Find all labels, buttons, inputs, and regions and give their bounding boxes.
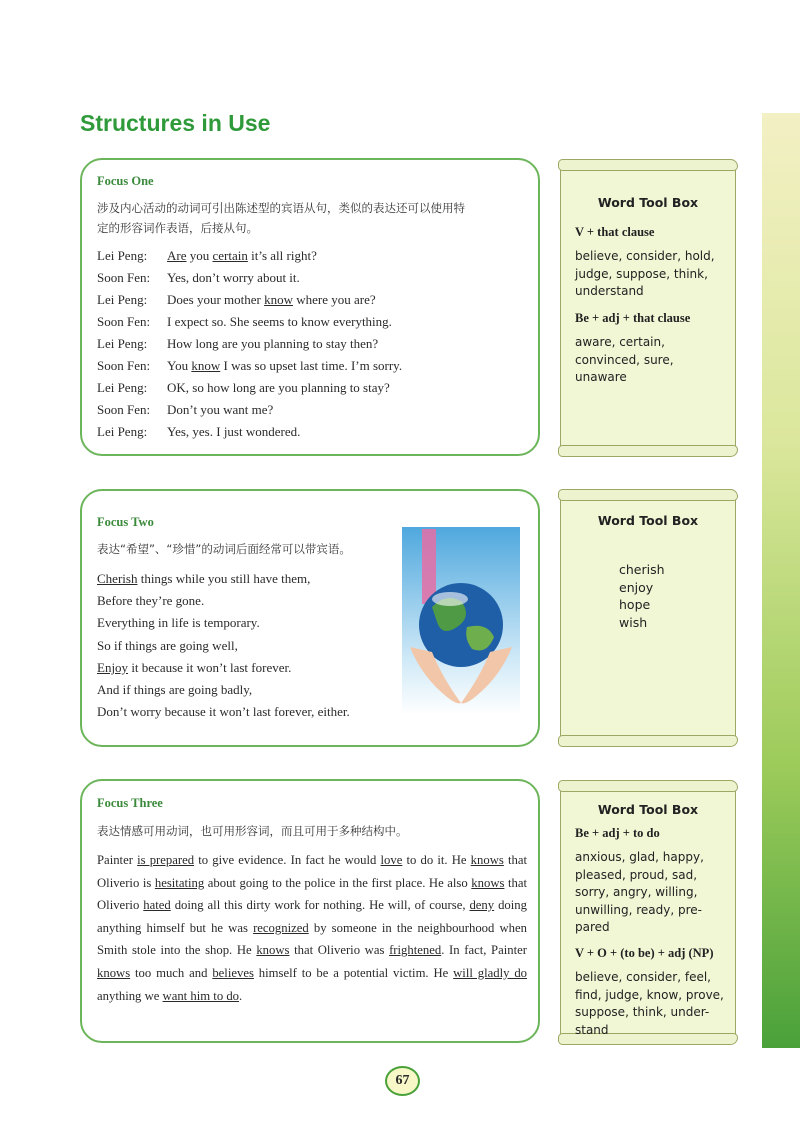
- word-list: aware, certain, convinced, sure, unaware: [575, 335, 674, 384]
- text-run: by someone in the neighbourhood when Smith stole into the shop. He: [97, 920, 527, 958]
- structure-v-o-to-be-adj: V + O + (to be) + adj (NP): [575, 946, 714, 960]
- text-run: I expect so. She seems to know everything.: [167, 314, 392, 329]
- poem-line: [97, 704, 350, 720]
- word-tool-box-title: Word Tool Box: [597, 195, 699, 210]
- text-run: Don’t you want me?: [167, 402, 274, 417]
- speaker-name: Soon Fen:: [97, 270, 151, 285]
- word-tool-box-3: [560, 785, 736, 1040]
- poem-line: [97, 571, 310, 587]
- underlined-word: will gladly do: [453, 965, 528, 980]
- underlined-word: is prepared: [137, 853, 195, 867]
- speaker-name: Soon Fen:: [97, 402, 151, 417]
- focus-one-box: [80, 158, 540, 456]
- dialogue-line: [97, 270, 300, 286]
- speaker-name: Lei Peng:: [97, 380, 148, 395]
- word-list-item: enjoy: [619, 579, 654, 595]
- word-list: believe, consider, hold, judge, suppose, think, understand: [575, 249, 715, 298]
- text-run: Yes, yes. I just wondered.: [167, 424, 301, 439]
- text-run: himself to be a potential victim. He: [253, 965, 454, 980]
- scroll-roll-top: [558, 780, 738, 792]
- text-run: Yes, don’t worry about it.: [167, 270, 300, 285]
- focus-two-box: [80, 489, 540, 747]
- scroll-roll-bottom: [558, 445, 738, 457]
- scroll-roll-bottom: [558, 735, 738, 747]
- focus-one-instruction-line-1: 涉及内心活动的动词可引出陈述型的宾语从句，类似的表达还可以使用特: [97, 201, 465, 215]
- word-list-item: wish: [619, 614, 648, 630]
- word-list: believe, consider, feel, find, judge, know, prove, suppose, think, under-stand: [575, 970, 724, 1037]
- poem-line: [97, 660, 291, 676]
- speaker-name: Lei Peng:: [97, 248, 148, 263]
- text-run: that Oliverio: [97, 875, 528, 913]
- page-title: Structures in Use: [80, 110, 271, 136]
- text-run: Painter: [97, 853, 138, 867]
- text-run: How long are you planning to stay then?: [167, 336, 379, 351]
- dialogue-line: [97, 402, 273, 418]
- underlined-word: want him to do: [162, 988, 240, 1003]
- word-tool-box-title: Word Tool Box: [597, 513, 699, 528]
- underlined-word: know: [264, 292, 294, 307]
- underlined-word: knows: [97, 965, 131, 980]
- speaker-name: Soon Fen:: [97, 358, 151, 373]
- focus-one-label: Focus One: [97, 174, 154, 188]
- underlined-word: certain: [212, 248, 248, 263]
- text-run: that Oliverio is: [97, 853, 527, 890]
- underlined-word: Enjoy: [97, 659, 129, 675]
- poem-line: [97, 682, 252, 698]
- word-tool-box-2: [560, 494, 736, 742]
- focus-three-paragraph: [97, 849, 527, 1007]
- speaker-name: Soon Fen:: [97, 314, 151, 329]
- text-run: I was so upset last time. I’m sorry.: [220, 358, 403, 373]
- focus-one-instruction-line-2: 定的形容词作表语，后接从句。: [97, 221, 258, 235]
- speaker-name: Lei Peng:: [97, 336, 148, 351]
- word-list: [619, 561, 665, 631]
- text-run: . In fact, Painter: [441, 943, 527, 958]
- poem-line: [97, 615, 260, 631]
- dialogue-line: [97, 358, 402, 374]
- underlined-word: recognized: [253, 920, 309, 935]
- underlined-word: knows: [471, 875, 505, 890]
- text-run: you: [186, 248, 213, 263]
- dialogue-line: [97, 292, 376, 308]
- underlined-word: deny: [469, 898, 495, 913]
- poem-line: [97, 638, 238, 654]
- focus-two-label: Focus Two: [97, 515, 154, 529]
- text-run: Before they’re gone.: [97, 593, 205, 609]
- earth-in-hands-photo: [402, 527, 520, 715]
- focus-three-label: Focus Three: [97, 796, 163, 810]
- text-run: You: [167, 358, 192, 373]
- text-run: doing all this dirty work for nothing. He will, of course,: [170, 898, 470, 913]
- poem-line: [97, 593, 204, 609]
- text-run: Does your mother: [167, 292, 265, 307]
- text-run: things while you still have them,: [137, 571, 311, 586]
- word-list-item: cherish: [619, 562, 665, 577]
- underlined-word: know: [191, 358, 221, 373]
- text-run: about going to the police in the first place. He also: [204, 875, 472, 890]
- focus-three-box: [80, 779, 540, 1043]
- dialogue-line: [97, 380, 390, 396]
- scroll-roll-top: [558, 159, 738, 171]
- underlined-word: hated: [143, 898, 171, 913]
- word-list-item: hope: [619, 597, 651, 612]
- text-run: that Oliverio was: [289, 943, 390, 958]
- underlined-word: believes: [212, 965, 254, 980]
- text-run: OK, so how long are you planning to stay?: [167, 380, 390, 395]
- word-tool-box-title: Word Tool Box: [597, 802, 699, 817]
- underlined-word: love: [380, 853, 403, 867]
- text-run: And if things are going badly,: [97, 682, 253, 697]
- underlined-word: frightened: [389, 943, 442, 958]
- text-run: to give evidence. In fact he would: [194, 853, 381, 867]
- underlined-word: Cherish: [97, 571, 138, 586]
- text-run: where you are?: [293, 292, 376, 307]
- text-run: doing anything himself but he was: [97, 898, 527, 935]
- earth-hands-illustration: [402, 527, 520, 715]
- side-color-strip: [762, 113, 800, 1048]
- text-run: it’s all right?: [247, 248, 317, 263]
- scroll-roll-top: [558, 489, 738, 501]
- page-number: 67: [385, 1066, 420, 1096]
- speaker-name: Lei Peng:: [97, 424, 148, 439]
- text-run: Everything in life is temporary.: [97, 615, 260, 631]
- structure-be-adj-to-do: Be + adj + to do: [575, 826, 660, 840]
- underlined-word: knows: [256, 943, 290, 958]
- speaker-name: Lei Peng:: [97, 292, 148, 307]
- text-run: too much and: [130, 965, 213, 980]
- text-run: it because it won’t last forever.: [128, 659, 292, 675]
- text-run: So if things are going well,: [97, 637, 238, 653]
- dialogue-line: [97, 424, 300, 440]
- underlined-word: Are: [167, 248, 187, 263]
- text-run: .: [239, 988, 243, 1003]
- structure-be-adj-that-clause: Be + adj + that clause: [575, 311, 691, 325]
- dialogue-line: [97, 336, 378, 352]
- word-list: anxious, glad, happy, pleased, proud, sad, sorry, angry, willing, unwilling, ready, pre-pared: [575, 850, 704, 934]
- underlined-word: knows: [470, 853, 504, 867]
- text-run: Don’t worry because it won’t last forever, either.: [97, 704, 350, 720]
- text-run: anything we: [97, 988, 163, 1003]
- underlined-word: hesitating: [154, 875, 205, 890]
- dialogue-line: [97, 314, 392, 330]
- word-tool-box-1: [560, 164, 736, 452]
- focus-two-instruction: 表达“希望”、“珍惜”的动词后面经常可以带宾语。: [97, 542, 351, 556]
- dialogue-line: [97, 248, 317, 264]
- structure-v-that-clause: V + that clause: [575, 225, 655, 239]
- text-run: to do it. He: [402, 853, 471, 867]
- focus-three-instruction: 表达情感可用动词，也可用形容词，而且可用于多种结构中。: [97, 824, 408, 838]
